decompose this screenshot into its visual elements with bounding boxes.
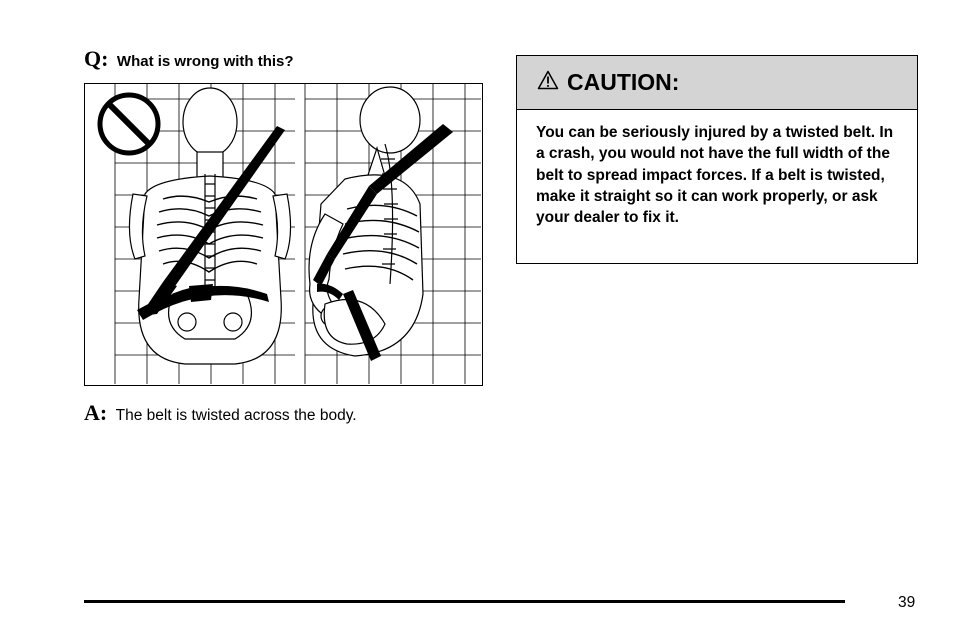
answer-text: The belt is twisted across the body. [115, 407, 357, 424]
question-text: What is wrong with this? [116, 53, 294, 70]
answer-label: A: [84, 400, 108, 425]
prohibition-icon [100, 95, 158, 153]
caution-box [516, 55, 918, 264]
side-skeleton [309, 87, 423, 356]
warning-triangle-icon [537, 70, 559, 95]
question-line [84, 46, 294, 72]
caution-header [517, 56, 917, 110]
twisted-belt-illustration [84, 83, 483, 386]
caution-text: You can be seriously injured by a twisted belt. In a crash, you would not have the full width of the belt to spread impact forces. If a belt is twisted, make it straight so it can work properly, or ask your dealer to fix it. [536, 124, 894, 227]
caution-title: CAUTION: [567, 69, 680, 95]
answer-line [84, 400, 357, 426]
footer-rule [84, 600, 845, 603]
question-label: Q: [84, 46, 109, 71]
page-number: 39 [898, 594, 916, 611]
